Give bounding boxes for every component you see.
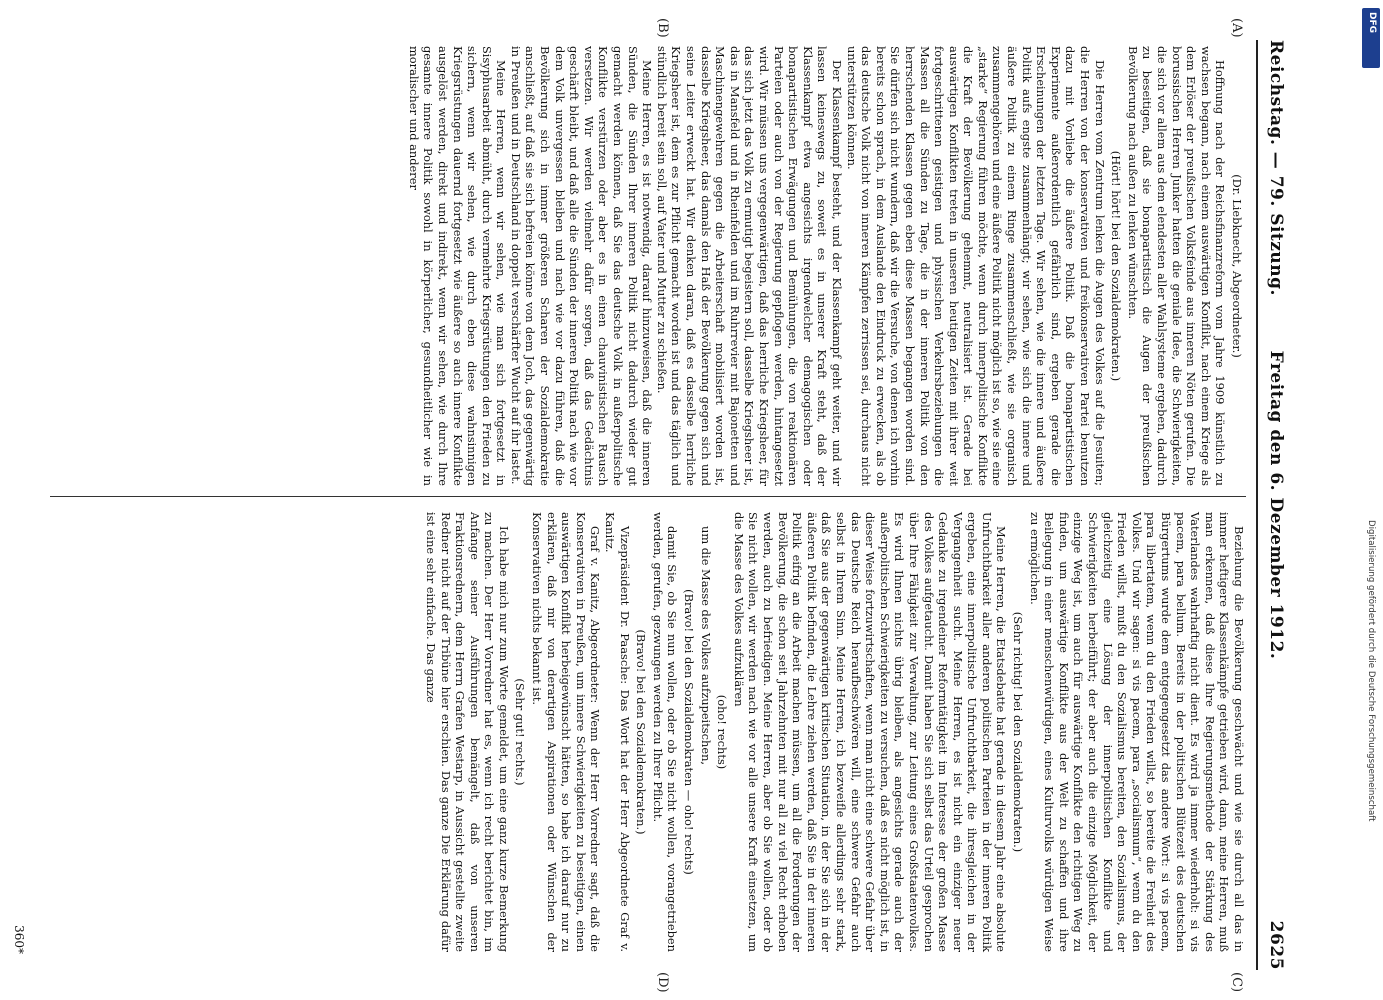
paragraph: Ich habe mich nur zum Worte gemeldet, um eine ganz kurze Bemerkung zu machen. Der Herr Vorredner hat es, wenn ich recht berichtet bin, im Anfange seiner Ausführungen bemängelt, daß von unseren Fraktionsrednern, dem Herrn Grafen Westarp, in Aussicht gestellte zweite Redner nicht auf der Tribüne hier erschien. Das ganze Die Erklärung dafür ist eine sehr einfache. Das ganze (423, 512, 511, 952)
interjection-line: (Sehr gut! rechts.) (513, 678, 528, 786)
header-page-number: 2625 (1266, 920, 1286, 970)
header-date: Freitag den 6. Dezember 1912. (1266, 350, 1286, 660)
interjection-line: (Dr. Liebknecht, Abgeordneter.) (1230, 174, 1244, 358)
digitization-credit (1362, 520, 1382, 980)
margin-mark-d: (D) (655, 972, 670, 993)
dfg-logo-text: DFG (1367, 12, 1377, 34)
column-divider (50, 496, 1246, 497)
paragraph: damit Sie, ob Sie nun wollen, oder ob Sie nicht wollen, vorangetrieben werden, gerufen, gezwungen werden zu Ihrer Pflicht. (650, 512, 680, 952)
right-text-column (50, 512, 1246, 952)
paragraph: Graf v. Kanitz, Abgeordneter: Wenn der Herr Vorredner sagt, daß die Konservativen in Preußen, um innere Schwierigkeiten zu beseitigen, einen auswärtigen Konflikt herbeigewünscht hätten, so habe ich darauf nur zu erklären, daß mir von derartigen Aspirationen oder Wünschen der Konservativen nichts bekannt ist. (530, 512, 603, 952)
page-signature-mark: 360* (12, 925, 26, 954)
paragraph: Beziehung die Bevölkerung geschwächt und wie sie durch all das in immer heftigere Klassenkämpfe getrieben wird, dann, meine Herren, muß man erkennen, daß diese Ihre Regierungsmethode der Stärkung des Vaterlandes wahrhaftig nicht dient. Es wird ja immer wiederholt: si vis pacem, para bellum. Bereits in der politischen Blütezeit des deutschen Bürgertums wurde dem entgegengesetzt das andere Wort: si vis pacem, para libertatem, wenn du den Frieden willst, so bereite die Freiheit des Volkes. Und wir sagen: si vis pacem, para „socialismum“, wenn du den Frieden willst, mußt du den Sozialismus bereiten, den Sozialismus, der gleichzeitig eine Lösung der innerpolitischen Konflikte und Schwierigkeiten herbeiführt; der aber auch die einzige Möglichkeit, der einzige Weg ist, um auch für auswärtige Konflikte den richtigen Weg zu finden, um auswärtige Konflikte aus der Welt zu schaffen und ihre Beilegung in einer menschenwürdigen, eines Kulturvolks würdigen Weise zu ermöglichen. (1027, 512, 1246, 952)
interjection-line: (Hört! hört! bei den Sozialdemokraten.) (1109, 150, 1124, 382)
paragraph: Meine Herren, es ist notwendig, darauf hinzuweisen, daß die inneren Sünden, die Sünden Ihrer inneren Politik nicht dadurch wieder gut gemacht werden können, daß Sie das deutsche Volk in außerpolitische Konflikte verstürzen oder aber es in einen chauvinistischen Rausch versetzen. Wir werden vielmehr dafür sorgen, daß das Gedächtnis geschärft bleibt, und daß alle die Sünden der inneren Politik nach wie vor dem Volk unvergessen bleiben und nach wie vor dazu führen, daß die Bevölkerung sich in immer größeren Scharen der Sozialdemokratie anschließt, auf daß sie sich befreien könne von dem Joch, das gegenwärtig in Preußen und in Deutschland in doppelt verschärfter Wucht auf ihr lastet. (508, 46, 655, 486)
interjection-line: (Sehr richtig! bei den Sozialdemokraten.) (1011, 611, 1026, 853)
paragraph: Vizepräsident Dr. Paasche: Das Wort hat der Herr Abgeordnete Graf v. Kanitz. (603, 512, 632, 952)
header-session-title: Reichstag. — 79. Sitzung. (1266, 40, 1286, 296)
paragraph: Der Klassenkampf besteht, und der Klassenkampf geht weiter, und wir lassen keineswegs zu, soweit es in unserer Kraft steht, daß der Klassenkampf etwa angesichts irgendwelcher demagogischen oder bonapartistischen Erwägungen und Bemühungen, die von reaktionären Parteien oder auch von der Regierung gepflogen werden, hintangesetzt wird. Wir müssen uns vergegenwärtigen, daß das herrliche Kriegsheer, für das sich jetzt das Volk zu ermutigt begeistern soll, dasselbe Kriegsheer ist, das in Mansfeld und in Rheinfelden und im Ruhrrevier mit Bajonetten und Maschinengewehren gegen die Arbeiterschaft mobilisiert worden ist, dasselbe Kriegsheer, das damals den Haß der Bevölkerung gegen sich und seine Leiter erweckt hat. Wir denken daran, daß es dasselbe herrliche Kriegsheer ist, dem es zur Pflicht gemacht worden ist und das täglich und stündlich bereit sein soll, auf Vater und Mutter zu schießen. (654, 46, 844, 486)
paragraph: Meine Herren, wenn wir sehen, wie man sich fortgesetzt in Sisyphusarbeit abmüht, durch vermehrte Kriegsrüstungen den Frieden zu sichern, wenn wir sehen, wie durch eben diese wahnsinnigen Kriegsrüstungen dauernd fortgesetzt wie äußere so auch innere Konflikte ausgelöst werden, direkt und indirekt, wenn wir sehen, wie durch Ihre gesamte innere Politik sowohl in körperlicher, gesundheitlicher wie in moralischer und anderer (406, 46, 509, 486)
paragraph: Meine Herren, die Etatsdebatte hat gerade in diesem Jahr eine absolute Unfruchtbarkeit aller anderen politischen Parteien in der inneren Politik ergeben, eine innerpolitische Unfruchtbarkeit, die ihresgleichen in der Vergangenheit sucht. Meine Herren, es ist nicht ein einziger neuer Gedanke zu irgendeiner Reformtätigkeit im Interesse der großen Masse des Volkes aufgetaucht. Damit haben Sie sich selbst das Urteil gesprochen über Ihre Fähigkeit zur Verwaltung, zur Leitung eines Großstaatenvolkes. Es wird Ihnen nichts übrig bleiben, als angesichts gerade auch der außerpolitischen Schwierigkeiten zu versuchen, daß es nicht möglich ist, in dieser Weise fortzuwirtschaften, wenn man nicht eine schwere Gefahr über das Deutsche Reich heraufbeschwören will, eine schwere Gefahr auch selbst in Ihrem Sinn. Meine Herren, ich bezweifle allerdings sehr stark, daß Sie aus der gegenwärtigen kritischen Situation, in der Sie sich in der äußeren Politik befinden, die Lehre ziehen werden, daß Sie in der inneren Politik eifrig an die Arbeit machen müssen, um all die Forderungen der Bevölkerung, die schon seit Jahrzehnten mit nur all zu viel Recht erhoben werden, auch zu befriedigen. Meine Herren, aber ob Sie wollen, oder ob Sie nicht wollen, wir werden nach wie vor alle unsere Kraft einsetzen, um die Masse des Volkes aufzuklären (731, 512, 1009, 952)
interjection-line: (Bravo! bei den Sozialdemokraten — oho! rechts) (682, 589, 697, 875)
paragraph: um die Masse des Volkes aufzupeitschen, (698, 526, 713, 766)
digitization-credit-text: Digitalisierung gefördert durch die Deutsche Forschungsgemeinschaft (1366, 520, 1376, 822)
interjection-line: (oho! rechts) (715, 694, 730, 770)
paragraph: Die Herren vom Zentrum lenken die Augen des Volkes auf die Jesuiten; die Herren von der konservativen und freikonservativen Partei benutzen dazu mit Vorliebe die äußere Politik. Daß die bonapartistischen Experimente außerordentlich gefährlich sind, ergeben gerade die Erscheinungen der letzten Tage. Wir sehen, wie die innere und äußere Politik aufs engste zusammenhängt; wir sehen, wie sich die innere und äußere Politik zu einem Ringe zusammenschließt, wie sie organisch zusammengehören und eine äußere Politik nicht möglich ist so, wie sie eine „starke“ Regierung führen möchte, wenn durch innerpolitische Konflikte die Kraft der Bevölkerung gehemmt, neutralisiert ist. Gerade bei auswärtigen Konflikten treten in unseren heutigen Zeiten mit ihrer weit fortgeschrittenen geistigen und physischen Verkehrsbeziehungen die Massen all die Sünden zu Tage, die in der inneren Politik von den herrschenden Klassen gegen eben diese Massen begangen worden sind. Sie dürfen sich nicht wundern, daß wir die Versuche, von denen ich vorhin bereits schon sprach, in dem Auslande den Eindruck zu erwecken, als ob das deutsche Volk nicht von inneren Kämpfen zerrissen sei, durchaus nicht unterstützen können. (844, 46, 1107, 486)
left-text-column (50, 46, 1246, 486)
paragraph: Hoffnung nach der Reichsfinanzreform vom Jahre 1909 künstlich zu wachsen begann, nach einem auswärtigen Konflikt, nach einem Kriege als dem Erlöser der preußischen Volksfeinde aus inneren Nöten gerufen. Die borussischen Herren Junker hatten die geniale Idee, die Schwierigkeiten, die sich vor allem aus dem elendesten aller Wahlsysteme ergeben, dadurch zu beseitigen, daß sie bonapartistisch die Augen der preußischen Bevölkerung nach außen zu lenken wünschten. (1125, 46, 1228, 486)
interjection-line: (Bravo! bei den Sozialdemokraten.) (634, 629, 649, 835)
margin-mark-b: (B) (655, 18, 670, 38)
margin-mark-c: (C) (1229, 972, 1244, 993)
margin-mark-a: (A) (1229, 18, 1244, 38)
page-header (1256, 40, 1298, 970)
dfg-logo (1362, 8, 1380, 68)
